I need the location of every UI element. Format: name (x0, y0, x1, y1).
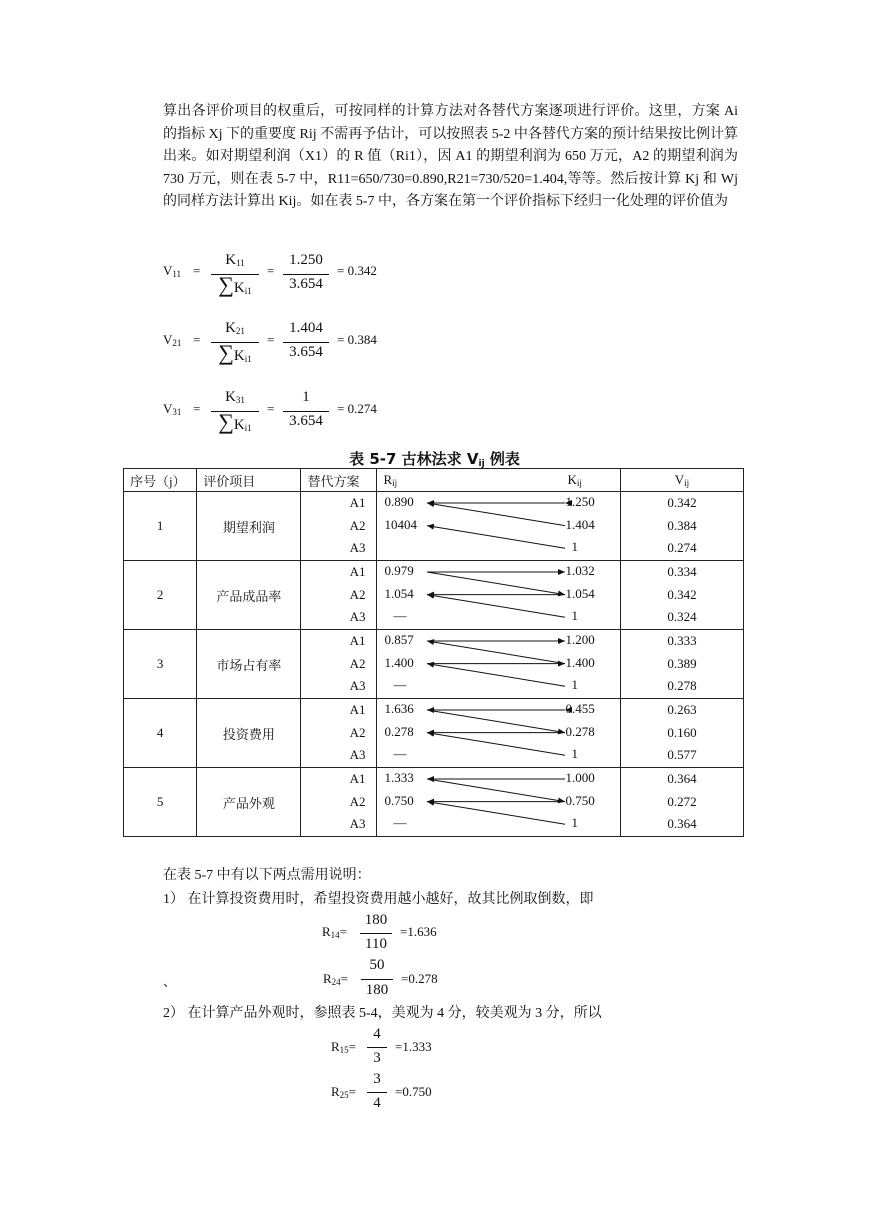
alt-label: A2 (349, 655, 366, 671)
mapping-arrow (427, 641, 565, 664)
table-row (124, 630, 744, 699)
v-value: 0.389 (667, 655, 697, 671)
arrow-diagram (377, 492, 618, 560)
r-value: 0.750 (384, 792, 414, 808)
k-value: 1.404 (565, 516, 595, 532)
eq-sum-denominator: $\sum K_{i1}$ (218, 409, 252, 434)
v-value: 0.364 (667, 771, 697, 787)
notes-item-2: 2） 在计算产品外观时，参照表 5-4，美观为 4 分，较美观为 3 分，所以 (163, 1006, 602, 1021)
alt-label: A1 (349, 633, 366, 649)
eq-numerator: 1.250 (289, 252, 323, 268)
cell-item: 市场占有率 (197, 630, 301, 699)
notes-section (163, 864, 594, 912)
header-v: $V_{ij}$ (620, 469, 743, 492)
alt-label: A2 (349, 586, 366, 602)
eq-result: = 0.274 (337, 401, 377, 416)
eq-equals: = (193, 263, 201, 278)
eq-equals: = (193, 332, 201, 347)
list-mark: 、 (163, 974, 177, 989)
equation-v21 (163, 320, 423, 370)
frac-lhs: $R_{14}=$ (322, 924, 348, 940)
eq-equals: = (267, 332, 275, 347)
alt-label: A1 (349, 564, 366, 580)
alt-label: A2 (349, 793, 366, 809)
mapping-arrow (427, 733, 565, 756)
eq-numerator: 1.404 (289, 320, 323, 336)
frac-numerator: 50 (369, 957, 385, 973)
eq-lhs: $V_{11}$ (163, 263, 182, 279)
eq-k-numerator: $K_{31}$ (225, 389, 245, 405)
v-value: 0.333 (667, 633, 697, 649)
cell-item: 期望利润 (197, 492, 301, 561)
equation-v11 (163, 252, 423, 302)
cell-alts (301, 768, 377, 837)
frac-denominator: 3 (373, 1050, 381, 1066)
k-value: 0.750 (565, 792, 595, 808)
k-value: 1.400 (565, 654, 595, 670)
table-row (124, 561, 744, 630)
frac-bar (367, 1092, 387, 1093)
r-value: 0.890 (384, 494, 414, 509)
eq-k-numerator: $K_{11}$ (225, 252, 245, 268)
mapping-arrow (427, 710, 565, 733)
r-value: 10404 (384, 516, 417, 532)
v-value: 0.278 (667, 678, 697, 694)
mapping-arrow (427, 595, 565, 618)
alt-label: A3 (349, 678, 366, 694)
header-alt: 替代方案 (301, 469, 377, 492)
header-r-k (377, 469, 620, 492)
r-value: 1.333 (384, 770, 414, 785)
alt-label: A3 (349, 609, 366, 625)
v-value: 0.263 (667, 702, 697, 718)
v-value: 0.324 (667, 609, 697, 625)
frac-bar (361, 979, 393, 980)
frac-denominator: 110 (365, 936, 387, 952)
cell-v (620, 561, 743, 630)
frac-bar (367, 1047, 387, 1048)
cell-item: 产品成品率 (197, 561, 301, 630)
alt-label: A1 (349, 771, 366, 787)
v-value: 0.342 (667, 586, 697, 602)
mapping-arrow (427, 572, 565, 595)
alt-label: A3 (349, 816, 366, 832)
cell-v (620, 699, 743, 768)
frac-numerator: 3 (373, 1071, 381, 1087)
cell-v (620, 630, 743, 699)
r-value: 1.636 (384, 701, 414, 716)
gulin-table (123, 468, 744, 837)
mapping-arrow (427, 526, 565, 549)
v-value: 0.272 (667, 793, 697, 809)
cell-alts (301, 492, 377, 561)
cell-seq: 2 (124, 561, 197, 630)
arrow-diagram (377, 561, 618, 629)
v-value: 0.160 (667, 724, 697, 740)
eq-result: = 0.384 (337, 332, 377, 347)
intro-paragraph (163, 101, 738, 214)
eq-sum-denominator: $\sum K_{i1}$ (218, 340, 252, 365)
v-value: 0.334 (667, 564, 697, 580)
intro-text: 算出各评价项目的权重后，可按同样的计算方法对各替代方案逐项进行评价。这里，方案 Ai 的指标 Xj 下的重要度 Rij 不需再予估计，可以按照表 5-2 中各替代方案的预计结果按比例计算出来。如对期望利润（X1）的 R 值（Ri1），因 A1 的期望利润为 650 万元，A2 的期望利润为 730 万元，则在表 5-7 中，R11=650/730=0.890,R21=730/520=1.404,等等。然后按计算 Kj 和 Wj 的同样方法计算出 Kij。如在表 5-7 中，各方案在第一个评价指标下经归一化处理的评价值为 (163, 104, 738, 210)
r-value: — (393, 608, 407, 624)
r-value: — (393, 746, 407, 762)
notes-item-2-block (163, 1002, 602, 1026)
eq-equals: = (193, 401, 201, 416)
frac-lhs: $R_{24}=$ (323, 971, 349, 987)
table-row (124, 699, 744, 768)
v-value: 0.577 (667, 747, 697, 763)
frac-result: =1.636 (400, 924, 437, 939)
frac-numerator: 4 (373, 1026, 381, 1042)
k-value: 1 (571, 815, 578, 831)
frac-lhs: $R_{15}=$ (331, 1039, 357, 1055)
arrow-diagram (377, 768, 618, 836)
arrow-diagram (377, 630, 618, 698)
cell-v (620, 492, 743, 561)
k-value: 1.032 (565, 563, 595, 578)
frac-result: =0.750 (395, 1084, 432, 1099)
k-value: 1.054 (565, 585, 595, 601)
cell-alts (301, 699, 377, 768)
v-value: 0.384 (667, 517, 697, 533)
header-seq: 序号（j） (124, 469, 197, 492)
v-value: 0.342 (667, 495, 697, 511)
cell-r-k (377, 768, 620, 837)
eq-fraction-bar (283, 342, 329, 343)
cell-v (620, 768, 743, 837)
eq-fraction-bar (283, 274, 329, 275)
eq-sum-denominator: $\sum K_{i1}$ (218, 272, 252, 297)
k-value: 1.000 (565, 770, 595, 785)
notes-item-1: 1） 在计算投资费用时，希望投资费用越小越好，故其比例取倒数，即 (163, 892, 594, 907)
r-value: 1.054 (384, 585, 414, 601)
table-header-row (124, 469, 744, 492)
eq-denominator: 3.654 (289, 276, 323, 292)
arrow-diagram (377, 699, 618, 767)
cell-r-k (377, 630, 620, 699)
r-value: — (393, 677, 407, 693)
k-value: 1 (571, 746, 578, 762)
notes-intro: 在表 5-7 中有以下两点需用说明： (163, 868, 371, 883)
k-value: 1 (571, 677, 578, 693)
v-value: 0.364 (667, 816, 697, 832)
fraction-r15 (331, 1026, 471, 1070)
cell-alts (301, 630, 377, 699)
eq-k-numerator: $K_{21}$ (225, 320, 245, 336)
alt-label: A2 (349, 517, 366, 533)
mapping-arrow (427, 503, 565, 526)
cell-r-k (377, 492, 620, 561)
header-r: $R_{ij}$ (383, 472, 398, 488)
alt-label: A3 (349, 747, 366, 763)
table-row (124, 492, 744, 561)
k-value: 0.278 (565, 723, 595, 739)
k-value: 1.250 (565, 494, 595, 509)
table-row (124, 768, 744, 837)
r-value: 0.857 (384, 632, 414, 647)
eq-lhs: $V_{31}$ (163, 401, 182, 417)
fraction-r24 (163, 957, 463, 1003)
cell-seq: 3 (124, 630, 197, 699)
cell-seq: 1 (124, 492, 197, 561)
k-value: 1 (571, 608, 578, 624)
eq-denominator: 3.654 (289, 344, 323, 360)
cell-seq: 5 (124, 768, 197, 837)
eq-fraction-bar (283, 411, 329, 412)
fraction-r14 (322, 912, 462, 958)
frac-bar (360, 933, 392, 934)
mapping-arrow (427, 802, 565, 825)
cell-seq: 4 (124, 699, 197, 768)
frac-result: =1.333 (395, 1039, 432, 1054)
frac-denominator: 4 (373, 1095, 381, 1111)
alt-label: A1 (349, 702, 366, 718)
r-value: 0.278 (384, 723, 414, 739)
cell-item: 投资费用 (197, 699, 301, 768)
cell-alts (301, 561, 377, 630)
eq-denominator: 3.654 (289, 413, 323, 429)
eq-numerator: 1 (302, 389, 310, 405)
header-item: 评价项目 (197, 469, 301, 492)
header-k: $K_{ij}$ (567, 472, 582, 488)
mapping-arrow (427, 664, 565, 687)
r-value: 0.979 (384, 563, 414, 578)
r-value: — (393, 815, 407, 831)
alt-label: A3 (349, 540, 366, 556)
k-value: 0.455 (565, 701, 595, 716)
eq-result: = 0.342 (337, 263, 377, 278)
frac-numerator: 180 (364, 912, 388, 928)
frac-lhs: $R_{25}=$ (331, 1084, 357, 1100)
k-value: 1.200 (565, 632, 595, 647)
frac-denominator: 180 (365, 982, 389, 998)
eq-equals: = (267, 401, 275, 416)
v-value: 0.274 (667, 540, 697, 556)
alt-label: A2 (349, 724, 366, 740)
cell-item: 产品外观 (197, 768, 301, 837)
r-value: 1.400 (384, 654, 414, 670)
fraction-r25 (331, 1071, 471, 1115)
mapping-arrow (427, 779, 565, 802)
eq-equals: = (267, 263, 275, 278)
equation-v31 (163, 389, 423, 439)
table-caption: 表 5-7 古林法求 $V_{ij}$ 例表 (349, 450, 520, 469)
cell-r-k (377, 561, 620, 630)
k-value: 1 (571, 539, 578, 555)
frac-result: =0.278 (401, 971, 438, 986)
cell-r-k (377, 699, 620, 768)
alt-label: A1 (349, 495, 366, 511)
eq-lhs: $V_{21}$ (163, 332, 182, 348)
